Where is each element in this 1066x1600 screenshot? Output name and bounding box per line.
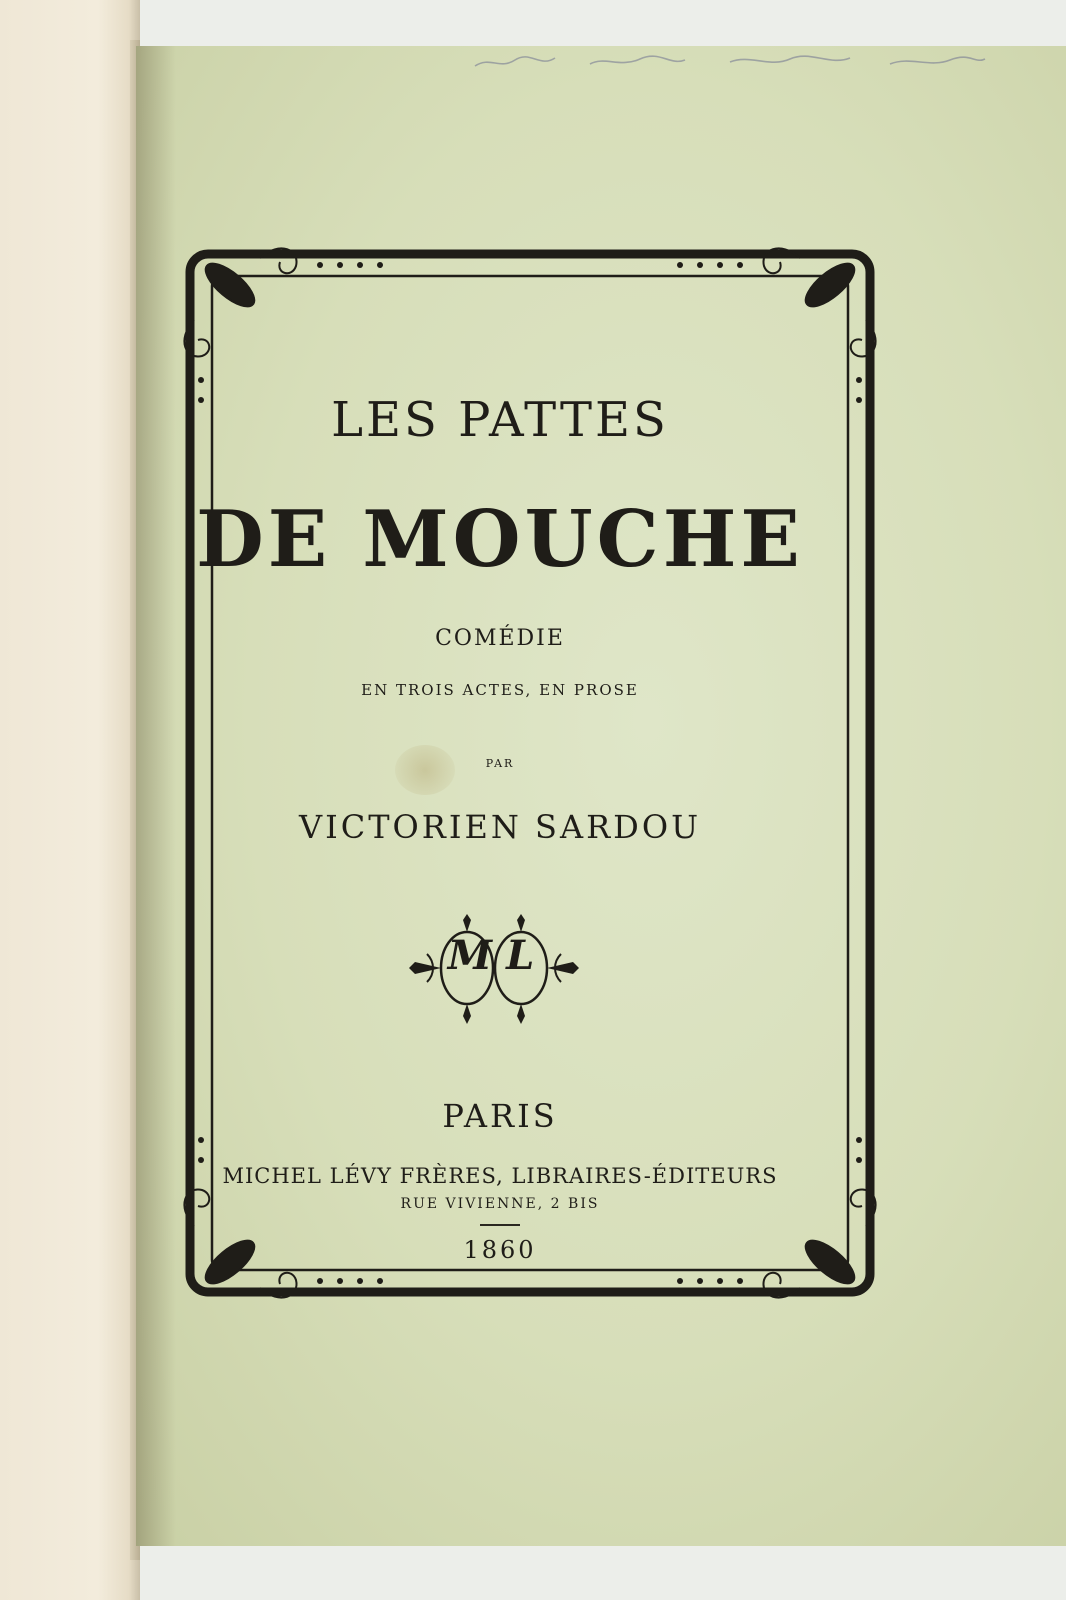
- imprint-city: PARIS: [442, 1097, 558, 1135]
- by-line: PAR: [485, 757, 515, 770]
- genre: COMÉDIE: [435, 626, 565, 651]
- publisher-address: RUE VIVIENNE, 2 BIS: [400, 1196, 600, 1212]
- title-line-2: DE MOUCHE: [196, 494, 804, 585]
- publication-year: 1860: [463, 1236, 537, 1264]
- subgenre: EN TROIS ACTES, EN PROSE: [361, 681, 639, 699]
- emblem-monogram: ML: [447, 932, 549, 979]
- author-name: VICTORIEN SARDOU: [298, 808, 702, 846]
- title-line-1: LES PATTES: [331, 392, 669, 448]
- divider-rule: [480, 1224, 520, 1226]
- publisher-name: MICHEL LÉVY FRÈRES, LIBRAIRES-ÉDITEURS: [222, 1164, 778, 1188]
